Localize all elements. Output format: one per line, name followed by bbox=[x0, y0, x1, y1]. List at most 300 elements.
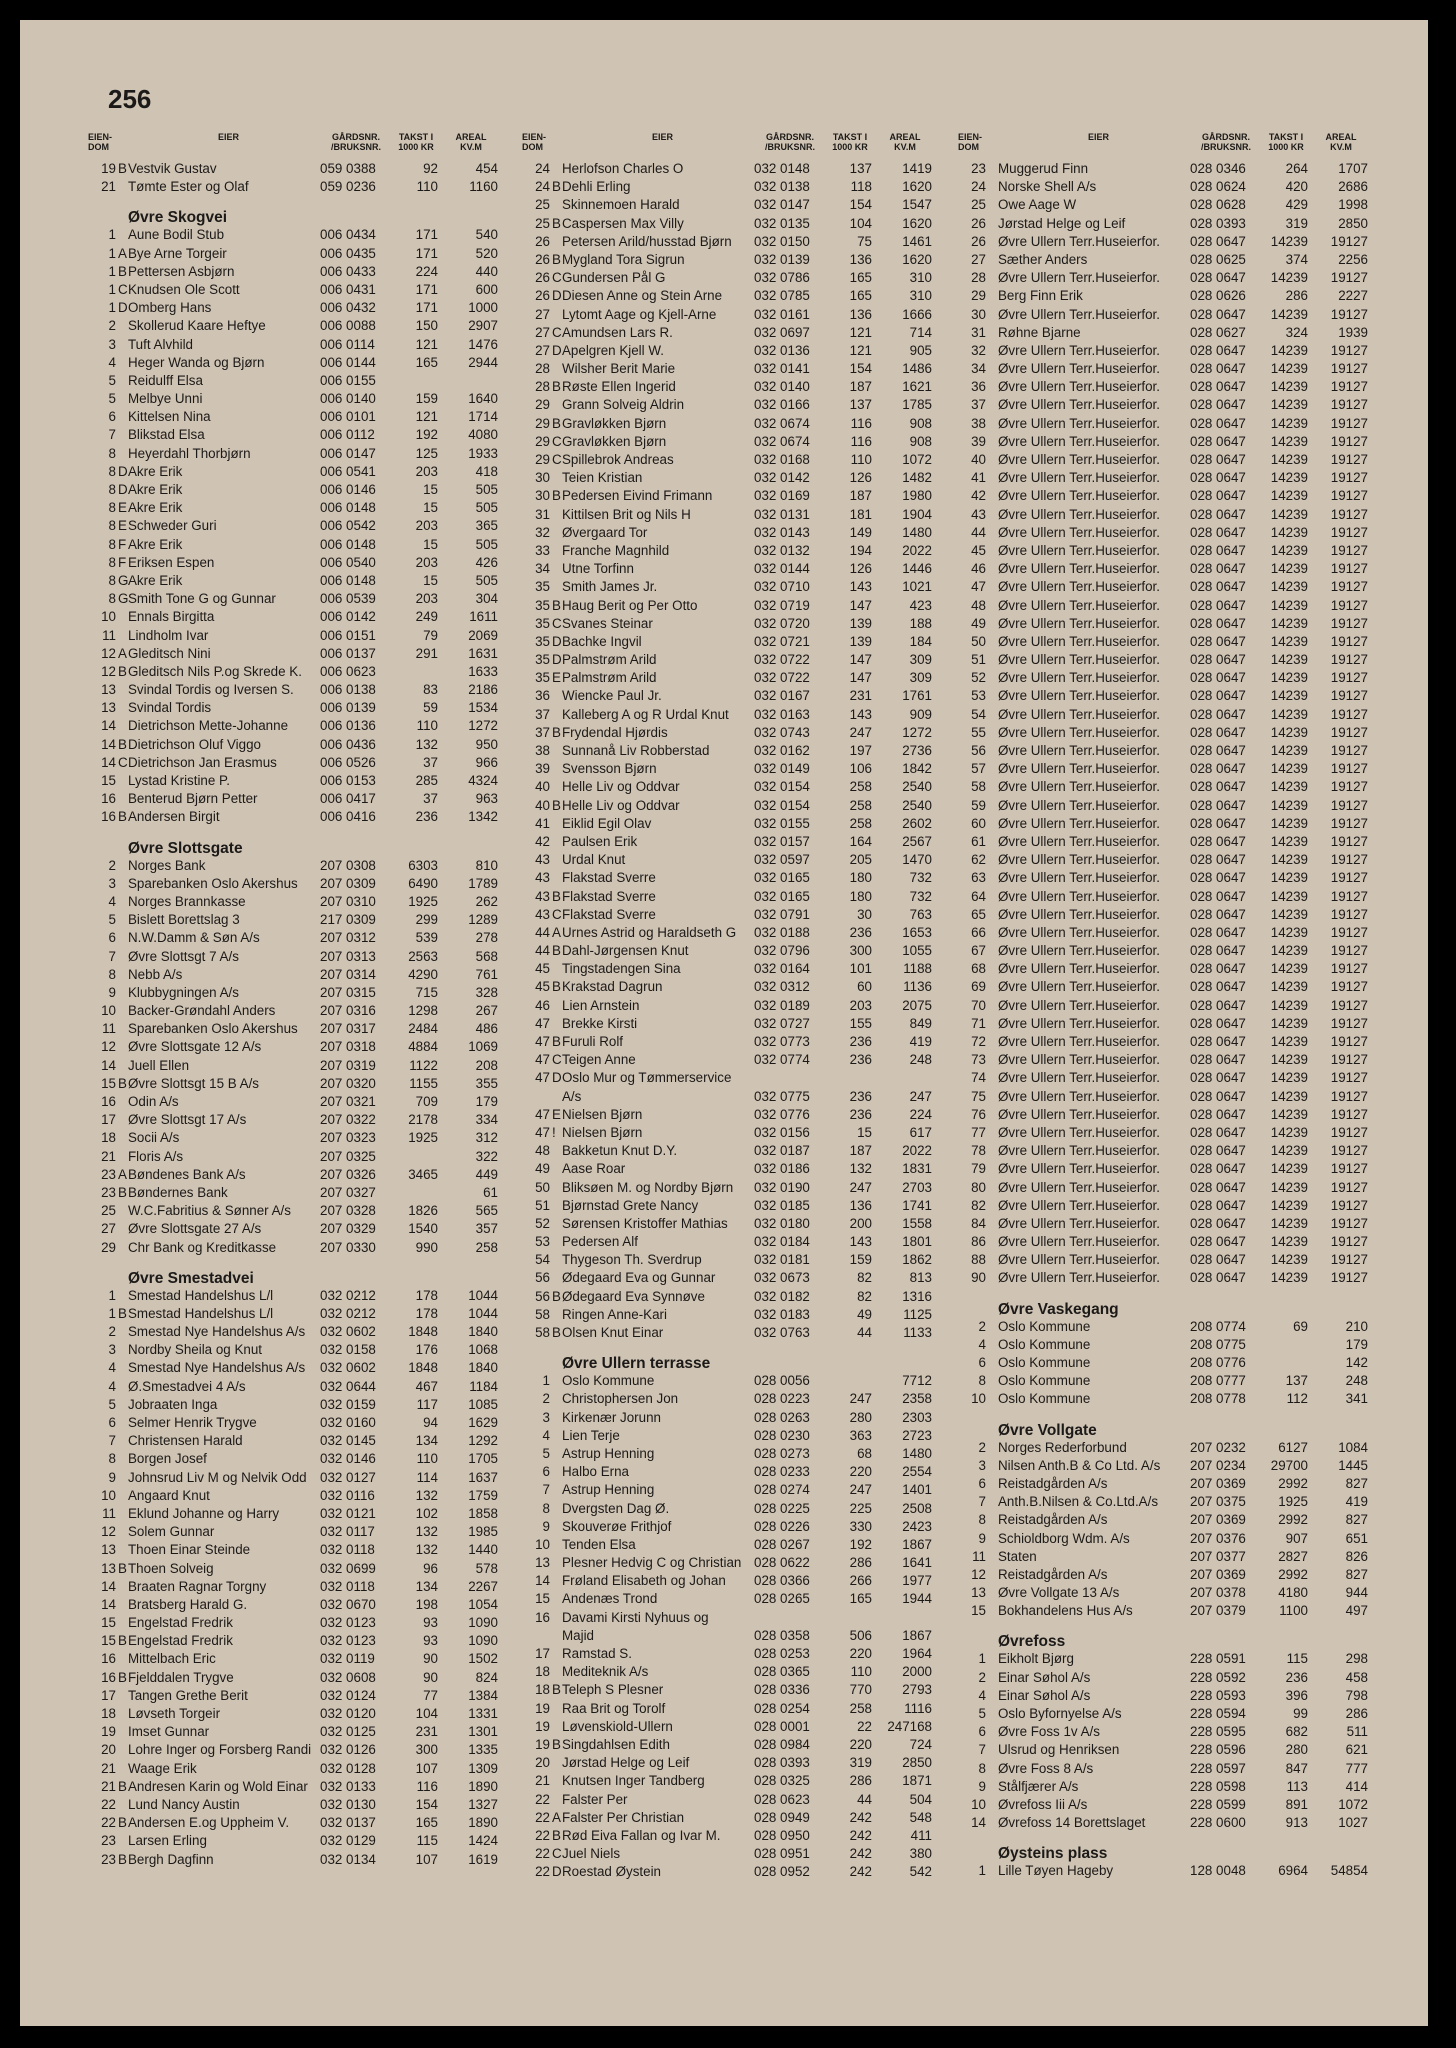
takst-value: 99 bbox=[1293, 1706, 1308, 1721]
gards-bruksnr: 032 0785 bbox=[754, 288, 810, 304]
areal-value: 2508 bbox=[902, 1500, 932, 1516]
list-item bbox=[958, 469, 1378, 487]
gards-bruksnr: 032 0123 bbox=[320, 1615, 376, 1631]
owner-name: Vestvik Gustav bbox=[128, 161, 217, 176]
property-suffix: A bbox=[118, 1166, 127, 1182]
list-item bbox=[958, 1179, 1378, 1197]
takst-value: 6127 bbox=[1278, 1439, 1308, 1455]
list-item bbox=[958, 924, 1378, 942]
property-number: 65 bbox=[971, 906, 986, 922]
header-eier: EIER bbox=[652, 132, 674, 142]
owner-name: Bokhandelens Hus A/s bbox=[998, 1603, 1133, 1619]
list-item bbox=[522, 1572, 942, 1590]
owner-name: Wilsher Berit Marie bbox=[562, 361, 676, 377]
property-number: 18 bbox=[535, 1664, 550, 1680]
gards-bruksnr: 028 0949 bbox=[754, 1809, 810, 1825]
areal-value: 19127 bbox=[1330, 652, 1368, 668]
list-item bbox=[958, 360, 1378, 378]
owner-name: Øvre Ullern Terr.Huseierfor. bbox=[998, 688, 1160, 704]
property-number: 51 bbox=[971, 652, 986, 668]
takst-value: 59 bbox=[423, 700, 438, 716]
takst-value: 110 bbox=[850, 452, 872, 467]
property-number: 8 bbox=[108, 536, 116, 552]
areal-value: 568 bbox=[475, 948, 498, 964]
areal-value: 286 bbox=[1345, 1706, 1368, 1721]
property-number: 52 bbox=[971, 670, 986, 686]
takst-value: 280 bbox=[849, 1409, 872, 1425]
list-item bbox=[522, 1409, 942, 1427]
gards-bruksnr: 228 0593 bbox=[1190, 1687, 1246, 1703]
takst-value: 14239 bbox=[1270, 433, 1308, 449]
areal-value: 1707 bbox=[1338, 161, 1368, 176]
owner-name: Øvre Ullern Terr.Huseierfor. bbox=[998, 524, 1160, 540]
areal-value: 2850 bbox=[902, 1755, 932, 1771]
list-item bbox=[958, 1197, 1378, 1215]
list-item bbox=[958, 669, 1378, 687]
areal-value: 19127 bbox=[1330, 797, 1368, 813]
takst-value: 77 bbox=[423, 1687, 438, 1703]
gards-bruksnr: 028 0647 bbox=[1190, 815, 1246, 831]
list-item bbox=[522, 1124, 942, 1142]
gards-bruksnr: 028 0647 bbox=[1190, 1234, 1246, 1250]
property-number: 27 bbox=[535, 342, 550, 358]
list-item bbox=[958, 560, 1378, 578]
takst-value: 14239 bbox=[1270, 415, 1308, 431]
areal-value: 262 bbox=[475, 893, 498, 909]
areal-value: 908 bbox=[909, 415, 932, 431]
property-number: 9 bbox=[108, 1469, 116, 1485]
list-item bbox=[88, 1341, 508, 1359]
gards-bruksnr: 028 0263 bbox=[754, 1409, 810, 1425]
list-item bbox=[958, 1584, 1378, 1602]
property-number: 14 bbox=[101, 1057, 116, 1073]
takst-value: 14239 bbox=[1270, 724, 1308, 740]
areal-value: 1342 bbox=[468, 809, 498, 825]
property-number: 22 bbox=[535, 1846, 550, 1862]
gards-bruksnr: 228 0598 bbox=[1190, 1778, 1246, 1794]
property-suffix: C bbox=[552, 452, 562, 467]
list-item bbox=[522, 578, 942, 596]
areal-value: 1090 bbox=[468, 1615, 498, 1631]
takst-value: 14239 bbox=[1270, 652, 1308, 668]
areal-value: 19127 bbox=[1330, 688, 1368, 704]
owner-name: Bislett Borettslag 3 bbox=[128, 912, 240, 928]
gards-bruksnr: 032 0154 bbox=[754, 779, 810, 795]
areal-value: 1480 bbox=[902, 524, 932, 540]
property-number: 22 bbox=[535, 1809, 550, 1825]
property-number: 52 bbox=[535, 1215, 550, 1231]
list-item bbox=[88, 245, 508, 263]
list-item bbox=[958, 724, 1378, 742]
property-number: 4 bbox=[108, 893, 116, 909]
list-item bbox=[958, 597, 1378, 615]
gards-bruksnr: 028 0647 bbox=[1190, 743, 1246, 758]
areal-value: 419 bbox=[909, 1034, 932, 1049]
areal-value: 19127 bbox=[1330, 979, 1368, 995]
property-number: 8 bbox=[978, 1760, 986, 1776]
gards-bruksnr: 032 0184 bbox=[754, 1234, 810, 1250]
list-item bbox=[958, 997, 1378, 1015]
property-number: 29 bbox=[535, 433, 550, 449]
list-item bbox=[522, 1809, 942, 1827]
list-item bbox=[958, 778, 1378, 796]
gards-bruksnr: 006 0101 bbox=[320, 409, 376, 425]
list-item bbox=[958, 1390, 1378, 1408]
takst-value: 90 bbox=[423, 1651, 438, 1667]
takst-value: 14239 bbox=[1270, 452, 1308, 467]
list-item bbox=[88, 1184, 508, 1202]
gards-bruksnr: 028 0647 bbox=[1190, 688, 1246, 704]
property-number: 3 bbox=[978, 1457, 986, 1473]
gards-bruksnr: 207 0313 bbox=[320, 948, 376, 964]
property-number: 30 bbox=[535, 488, 550, 504]
owner-name: N.W.Damm & Søn A/s bbox=[128, 930, 260, 946]
areal-value: 19127 bbox=[1330, 670, 1368, 686]
owner-name: Øvre Ullern Terr.Huseierfor. bbox=[998, 706, 1160, 722]
areal-value: 19127 bbox=[1330, 706, 1368, 722]
owner-name: Diesen Anne og Stein Arne bbox=[562, 288, 723, 304]
owner-name: Lund Nancy Austin bbox=[128, 1796, 240, 1812]
gards-bruksnr: 228 0600 bbox=[1190, 1815, 1246, 1831]
gards-bruksnr: 028 0647 bbox=[1190, 1215, 1246, 1231]
gards-bruksnr: 032 0169 bbox=[754, 488, 810, 504]
property-number: 6 bbox=[108, 930, 116, 946]
areal-value: 449 bbox=[475, 1166, 498, 1182]
header-areal: AREAL KV.M bbox=[455, 132, 487, 152]
owner-name: Jørstad Helge og Leif bbox=[562, 1755, 690, 1771]
owner-name: Bliksøen M. og Nordby Bjørn bbox=[562, 1179, 734, 1195]
takst-value: 1848 bbox=[408, 1324, 438, 1340]
owner-name: Smith Tone G og Gunnar bbox=[128, 591, 276, 607]
property-number: 33 bbox=[535, 542, 550, 558]
list-item bbox=[88, 875, 508, 893]
owner-name: Øvre Ullern Terr.Huseierfor. bbox=[998, 397, 1160, 413]
gards-bruksnr: 228 0596 bbox=[1190, 1742, 1246, 1758]
property-number: 70 bbox=[971, 997, 986, 1013]
owner-name: Imset Gunnar bbox=[128, 1724, 210, 1740]
owner-name: Melbye Unni bbox=[128, 391, 203, 407]
owner-name: Dietrichson Mette-Johanne bbox=[128, 718, 289, 734]
areal-value: 826 bbox=[1345, 1548, 1368, 1564]
areal-value: 2022 bbox=[902, 542, 932, 558]
takst-value: 14239 bbox=[1270, 361, 1308, 377]
owner-name: Øvre Ullern Terr.Huseierfor. bbox=[998, 906, 1160, 922]
property-number: 20 bbox=[101, 1742, 116, 1758]
list-item bbox=[522, 1015, 942, 1033]
list-item bbox=[522, 633, 942, 651]
list-item bbox=[88, 336, 508, 354]
list-item bbox=[522, 1827, 942, 1845]
property-number: 43 bbox=[535, 888, 550, 904]
property-suffix: C bbox=[552, 615, 562, 631]
gards-bruksnr: 028 0393 bbox=[754, 1755, 810, 1771]
list-item bbox=[522, 324, 942, 342]
areal-value: 2256 bbox=[1338, 251, 1368, 267]
gards-bruksnr: 032 0120 bbox=[320, 1706, 376, 1721]
property-number: 4 bbox=[978, 1336, 986, 1352]
property-number: 47 bbox=[535, 1106, 550, 1122]
areal-value: 19127 bbox=[1330, 906, 1368, 922]
owner-name: Davami Kirsti Nyhuus og bbox=[562, 1609, 709, 1625]
property-number: 10 bbox=[101, 1003, 116, 1019]
gards-bruksnr: 032 0154 bbox=[754, 797, 810, 813]
list-item bbox=[958, 906, 1378, 924]
takst-value: 14239 bbox=[1270, 1088, 1308, 1104]
list-item bbox=[958, 833, 1378, 851]
list-item bbox=[88, 966, 508, 984]
list-item bbox=[958, 1015, 1378, 1033]
owner-name: Solem Gunnar bbox=[128, 1524, 215, 1540]
list-item bbox=[88, 754, 508, 772]
property-number: 27 bbox=[535, 324, 550, 340]
column-3 bbox=[958, 132, 1378, 1881]
property-suffix: C bbox=[552, 1052, 562, 1068]
gards-bruksnr: 032 0212 bbox=[320, 1305, 376, 1321]
takst-value: 682 bbox=[1285, 1724, 1308, 1740]
property-number: 47 bbox=[535, 1070, 550, 1086]
property-number: 56 bbox=[971, 743, 986, 758]
list-item bbox=[88, 299, 508, 317]
gards-bruksnr: 208 0776 bbox=[1190, 1355, 1246, 1370]
gards-bruksnr: 032 0720 bbox=[754, 615, 810, 631]
areal-value: 1611 bbox=[469, 609, 498, 625]
areal-value: 1858 bbox=[468, 1505, 498, 1521]
areal-value: 19127 bbox=[1330, 379, 1368, 395]
owner-name: Øvre Slottsgt 17 A/s bbox=[128, 1112, 247, 1128]
list-item bbox=[522, 869, 942, 887]
areal-value: 19127 bbox=[1330, 597, 1368, 613]
property-number: 37 bbox=[535, 724, 550, 740]
property-number: 18 bbox=[101, 1130, 116, 1146]
list-item bbox=[88, 736, 508, 754]
street-heading: Øvre Vaskegang bbox=[998, 1300, 1119, 1318]
gards-bruksnr: 028 0647 bbox=[1190, 852, 1246, 868]
gards-bruksnr: 207 0379 bbox=[1190, 1603, 1246, 1619]
property-number: 11 bbox=[102, 627, 116, 643]
owner-name: Tenden Elsa bbox=[562, 1536, 636, 1552]
property-number: 58 bbox=[535, 1306, 550, 1322]
gards-bruksnr: 032 0139 bbox=[754, 251, 810, 267]
gards-bruksnr: 128 0048 bbox=[1190, 1863, 1246, 1879]
property-suffix: C bbox=[118, 754, 128, 770]
list-item bbox=[88, 408, 508, 426]
list-item bbox=[958, 1530, 1378, 1548]
gards-bruksnr: 032 0644 bbox=[320, 1378, 376, 1394]
list-item bbox=[522, 542, 942, 560]
property-number: 56 bbox=[535, 1288, 550, 1304]
owner-name: Øvre Ullern Terr.Huseierfor. bbox=[998, 1015, 1160, 1031]
list-item bbox=[958, 1650, 1378, 1668]
areal-value: 2000 bbox=[902, 1664, 932, 1680]
property-number: 9 bbox=[542, 1518, 550, 1534]
property-number: 61 bbox=[971, 833, 986, 849]
gards-bruksnr: 028 0346 bbox=[1190, 161, 1246, 176]
areal-value: 1867 bbox=[902, 1627, 932, 1643]
takst-value: 14239 bbox=[1270, 1197, 1308, 1213]
takst-value: 121 bbox=[415, 336, 438, 352]
property-number: 8 bbox=[108, 591, 116, 607]
owner-name: Øvre Ullern Terr.Huseierfor. bbox=[998, 1215, 1160, 1231]
takst-value: 116 bbox=[850, 433, 872, 449]
areal-value: 1272 bbox=[902, 724, 932, 740]
owner-name: Løvseth Torgeir bbox=[128, 1706, 221, 1721]
takst-value: 14239 bbox=[1270, 506, 1308, 522]
takst-value: 2178 bbox=[408, 1112, 438, 1128]
property-number: 71 bbox=[971, 1015, 986, 1031]
areal-value: 19127 bbox=[1330, 1215, 1368, 1231]
gards-bruksnr: 032 0119 bbox=[320, 1651, 375, 1667]
takst-value: 203 bbox=[849, 997, 872, 1013]
list-item bbox=[88, 1323, 508, 1341]
areal-value: 1633 bbox=[468, 663, 498, 679]
areal-value: 1184 bbox=[469, 1378, 498, 1394]
areal-value: 621 bbox=[1345, 1742, 1368, 1758]
property-number: 69 bbox=[971, 979, 986, 995]
list-item bbox=[522, 196, 942, 214]
gards-bruksnr: 028 0647 bbox=[1190, 452, 1246, 467]
takst-value: 149 bbox=[849, 524, 872, 540]
property-number: 13 bbox=[971, 1585, 986, 1601]
takst-value: 224 bbox=[415, 263, 438, 279]
takst-value: 110 bbox=[416, 718, 438, 734]
list-item bbox=[88, 1650, 508, 1668]
takst-value: 15 bbox=[423, 572, 438, 588]
gards-bruksnr: 028 0647 bbox=[1190, 833, 1246, 849]
takst-value: 231 bbox=[415, 1724, 438, 1740]
owner-name: Einar Søhol A/s bbox=[998, 1687, 1091, 1703]
takst-value: 374 bbox=[1285, 251, 1308, 267]
list-item bbox=[522, 724, 942, 742]
owner-name: Borgen Josef bbox=[128, 1451, 207, 1467]
owner-name: Lindholm Ivar bbox=[128, 627, 209, 643]
takst-value: 60 bbox=[857, 979, 872, 995]
street-heading: Øvre Ullern terrasse bbox=[562, 1355, 711, 1373]
list-item bbox=[958, 851, 1378, 869]
gards-bruksnr: 028 0647 bbox=[1190, 633, 1246, 649]
areal-value: 511 bbox=[1346, 1724, 1368, 1740]
takst-value: 324 bbox=[1285, 324, 1308, 340]
list-item bbox=[958, 251, 1378, 269]
areal-value: 1666 bbox=[902, 306, 932, 322]
gards-bruksnr: 032 0125 bbox=[320, 1724, 376, 1740]
takst-value: 300 bbox=[849, 943, 872, 959]
takst-value: 101 bbox=[849, 961, 872, 977]
owner-name: Akre Erik bbox=[128, 463, 183, 479]
takst-value: 14239 bbox=[1270, 633, 1308, 649]
owner-name: Nilsen Anth.B & Co Ltd. A/s bbox=[998, 1457, 1161, 1473]
gards-bruksnr: 032 0774 bbox=[754, 1052, 810, 1068]
owner-name: Knutsen Inger Tandberg bbox=[562, 1773, 705, 1789]
owner-name: Øvre Ullern Terr.Huseierfor. bbox=[998, 779, 1160, 795]
gards-bruksnr: 028 0393 bbox=[1190, 215, 1246, 231]
gards-bruksnr: 207 0316 bbox=[320, 1003, 376, 1019]
owner-name: Larsen Erling bbox=[128, 1833, 207, 1849]
list-item bbox=[958, 1354, 1378, 1372]
list-item bbox=[522, 396, 942, 414]
owner-name: Chr Bank og Kreditkasse bbox=[128, 1239, 277, 1255]
owner-name: Engelstad Fredrik bbox=[128, 1633, 233, 1649]
owner-name: Stålfjærer A/s bbox=[998, 1778, 1079, 1794]
list-item bbox=[522, 1142, 942, 1160]
gards-bruksnr: 028 0647 bbox=[1190, 943, 1246, 959]
takst-value: 396 bbox=[1285, 1687, 1308, 1703]
property-number: 55 bbox=[971, 724, 986, 740]
gards-bruksnr: 208 0777 bbox=[1190, 1373, 1246, 1389]
takst-value: 291 bbox=[415, 645, 438, 661]
owner-name: Juel Niels bbox=[562, 1846, 621, 1862]
owner-name: Urdal Knut bbox=[562, 852, 626, 868]
property-number: 35 bbox=[535, 652, 550, 668]
list-item bbox=[88, 554, 508, 572]
owner-name: Falster Per Christian bbox=[562, 1809, 685, 1825]
takst-value: 2827 bbox=[1278, 1548, 1308, 1564]
gards-bruksnr: 028 0984 bbox=[754, 1736, 810, 1752]
owner-name: Røste Ellen Ingerid bbox=[562, 379, 676, 395]
property-number: 14 bbox=[101, 1596, 116, 1612]
list-item bbox=[88, 1596, 508, 1614]
gards-bruksnr: 032 0161 bbox=[754, 306, 810, 322]
gards-bruksnr: 006 0112 bbox=[320, 427, 375, 443]
takst-value: 14239 bbox=[1270, 997, 1308, 1013]
takst-value: 136 bbox=[849, 306, 872, 322]
list-item bbox=[88, 317, 508, 335]
list-item bbox=[522, 888, 942, 906]
list-item bbox=[522, 1681, 942, 1699]
takst-value: 37 bbox=[423, 754, 438, 770]
owner-name: Øvre Slottsgt 15 B A/s bbox=[128, 1075, 259, 1091]
takst-value: 187 bbox=[849, 488, 872, 504]
list-item bbox=[88, 1020, 508, 1038]
gards-bruksnr: 032 0124 bbox=[320, 1687, 376, 1703]
property-number: 26 bbox=[535, 270, 550, 286]
areal-value: 810 bbox=[475, 857, 498, 873]
gards-bruksnr: 032 0602 bbox=[320, 1360, 376, 1376]
areal-value: 2944 bbox=[468, 354, 498, 370]
takst-value: 4884 bbox=[408, 1039, 438, 1055]
takst-value: 154 bbox=[849, 197, 872, 213]
property-suffix: B bbox=[118, 1669, 127, 1685]
gards-bruksnr: 028 0265 bbox=[754, 1591, 810, 1607]
list-item bbox=[958, 960, 1378, 978]
gards-bruksnr: 028 0627 bbox=[1190, 324, 1246, 340]
property-number: 1 bbox=[978, 1863, 986, 1879]
property-number: 43 bbox=[535, 852, 550, 868]
gards-bruksnr: 028 0365 bbox=[754, 1664, 810, 1680]
list-item bbox=[88, 1129, 508, 1147]
list-item bbox=[88, 772, 508, 790]
property-number: 1 bbox=[108, 300, 116, 316]
property-number: 23 bbox=[101, 1851, 116, 1867]
areal-value: 1985 bbox=[468, 1524, 498, 1540]
property-number: 62 bbox=[971, 852, 986, 868]
takst-value: 164 bbox=[849, 833, 872, 849]
property-number: 58 bbox=[971, 779, 986, 795]
property-number: 27 bbox=[101, 1221, 116, 1237]
areal-value: 19127 bbox=[1330, 1252, 1368, 1268]
owner-name: Eriksen Espen bbox=[128, 554, 215, 570]
list-item bbox=[88, 857, 508, 875]
property-number: 36 bbox=[971, 379, 986, 395]
owner-name: Kittilsen Brit og Nils H bbox=[562, 506, 691, 522]
property-number: 34 bbox=[971, 361, 986, 377]
gards-bruksnr: 006 0148 bbox=[320, 572, 376, 588]
column-header bbox=[958, 132, 1378, 160]
owner-name: Øvre Ullern Terr.Huseierfor. bbox=[998, 997, 1160, 1013]
list-item bbox=[522, 1251, 942, 1269]
owner-name: Øvre Ullern Terr.Huseierfor. bbox=[998, 1234, 1160, 1250]
property-suffix: B bbox=[552, 797, 561, 813]
owner-name: Norges Rederforbund bbox=[998, 1439, 1127, 1455]
